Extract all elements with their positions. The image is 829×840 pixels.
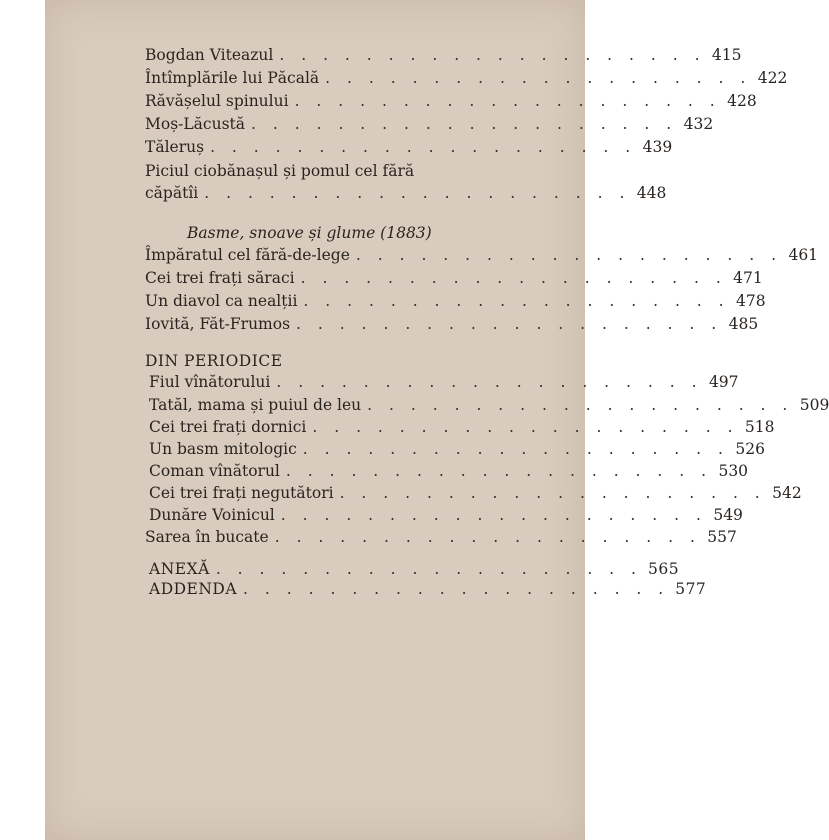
entry-page: 497 (708, 373, 739, 391)
entry-title: Un diavol ca nealții (145, 292, 298, 310)
entry-title: Cei trei frați dornici (149, 418, 307, 436)
toc-entry (149, 462, 749, 484)
entry-page: 526 (735, 440, 765, 458)
entry-page: 415 (711, 46, 742, 64)
entry-page: 461 (788, 246, 819, 264)
toc-entry (145, 246, 819, 268)
toc-entry (145, 269, 763, 291)
entry-page: 557 (707, 528, 737, 546)
toc-entry (149, 560, 680, 582)
section-heading: DIN PERIODICE (145, 352, 283, 370)
toc-entry (149, 484, 802, 506)
toc-entry (145, 69, 788, 91)
dot-leader: . . . . . . . . . . . . . . . . . . . . (204, 184, 631, 202)
dot-leader: . . . . . . . . . . . . . . . . . . . . (285, 462, 713, 480)
section-heading: Basme, snoave și glume (1883) (187, 224, 432, 242)
dot-leader: . . . . . . . . . . . . . . . . . . . . (294, 92, 721, 110)
entry-page: 471 (733, 269, 763, 287)
dot-leader: . . . . . . . . . . . . . . . . . . . . (279, 46, 706, 64)
entry-title: Moș-Lăcustă (145, 115, 246, 133)
entry-page: 509 (799, 396, 829, 414)
entry-title: Fiul vînătorului (149, 373, 271, 391)
toc-entry (145, 115, 714, 137)
entry-title: Răvășelul spinului (145, 92, 289, 110)
entry-title: Întîmplările lui Păcală (145, 69, 320, 87)
entry-title: ADDENDA (149, 580, 238, 598)
entry-page: 432 (683, 115, 714, 133)
dot-leader: . . . . . . . . . . . . . . . . . . . . (325, 69, 752, 87)
entry-title: Împăratul cel fără-de-lege (145, 246, 350, 264)
toc-entry (145, 315, 759, 337)
entry-page: 428 (727, 92, 757, 110)
dot-leader: . . . . . . . . . . . . . . . . . . . . (251, 115, 678, 133)
entry-page: 549 (713, 506, 743, 524)
toc-entry (149, 418, 775, 440)
entry-title: ANEXĂ (149, 560, 210, 578)
toc-entry (145, 92, 757, 114)
entry-page: 565 (647, 560, 680, 578)
dot-leader: . . . . . . . . . . . . . . . . . . . . (274, 528, 701, 546)
entry-title: Dunăre Voinicul (149, 506, 275, 524)
toc-entry (149, 506, 743, 528)
dot-leader: . . . . . . . . . . . . . . . . . . . . (280, 506, 707, 524)
dot-leader: . . . . . . . . . . . . . . . . . . . . (296, 315, 723, 333)
entry-page: 485 (728, 315, 759, 333)
dot-leader: . . . . . . . . . . . . . . . . . . . . (276, 373, 703, 391)
entry-page: 478 (735, 292, 766, 310)
entry-title: Sarea în bucate (145, 528, 269, 546)
dot-leader: . . . . . . . . . . . . . . . . . . . . (355, 246, 783, 264)
dot-leader: . . . . . . . . . . . . . . . . . . . . (367, 396, 794, 414)
entry-page: 542 (772, 484, 802, 502)
dot-leader: . . . . . . . . . . . . . . . . . . . . (303, 292, 730, 310)
toc-entry (149, 580, 707, 602)
dot-leader: . . . . . . . . . . . . . . . . . . . . (312, 418, 739, 436)
entry-title-line1: Piciul ciobănașul și pomul cel fără (145, 162, 415, 180)
dot-leader: . . . . . . . . . . . . . . . . . . . . (210, 138, 637, 156)
dot-leader: . . . . . . . . . . . . . . . . . . . . (339, 484, 766, 502)
entry-page: 448 (636, 184, 667, 202)
entry-title: Un basm mitologic (149, 440, 297, 458)
dot-leader: . . . . . . . . . . . . . . . . . . . . (243, 580, 670, 598)
entry-title: Coman vînătorul (149, 462, 280, 480)
toc-entry (145, 184, 667, 206)
entry-title: Iovită, Făt-Frumos (145, 315, 291, 333)
entry-title: Cei trei frați săraci (145, 269, 295, 287)
dot-leader: . . . . . . . . . . . . . . . . . . . . (215, 560, 642, 578)
entry-page: 530 (718, 462, 749, 480)
book-page (45, 0, 829, 840)
dot-leader: . . . . . . . . . . . . . . . . . . . . (302, 440, 729, 458)
entry-title: Tatăl, mama și puiul de leu (149, 396, 362, 414)
entry-title: Cei trei frați negutători (149, 484, 334, 502)
entry-title-line2: căpătîi (145, 184, 199, 202)
toc-entry (149, 396, 829, 418)
toc-entry (149, 373, 739, 395)
dot-leader: . . . . . . . . . . . . . . . . . . . . (300, 269, 727, 287)
entry-title: Bogdan Viteazul (145, 46, 274, 64)
entry-page: 577 (675, 580, 707, 598)
entry-title: Tăleruș (145, 138, 205, 156)
entry-page: 439 (642, 138, 673, 156)
toc-entry (145, 46, 742, 68)
entry-page: 422 (757, 69, 788, 87)
toc-entry (145, 292, 766, 314)
toc-entry (145, 528, 737, 550)
toc-entry (145, 138, 673, 160)
toc-entry (149, 440, 765, 462)
entry-page: 518 (744, 418, 775, 436)
